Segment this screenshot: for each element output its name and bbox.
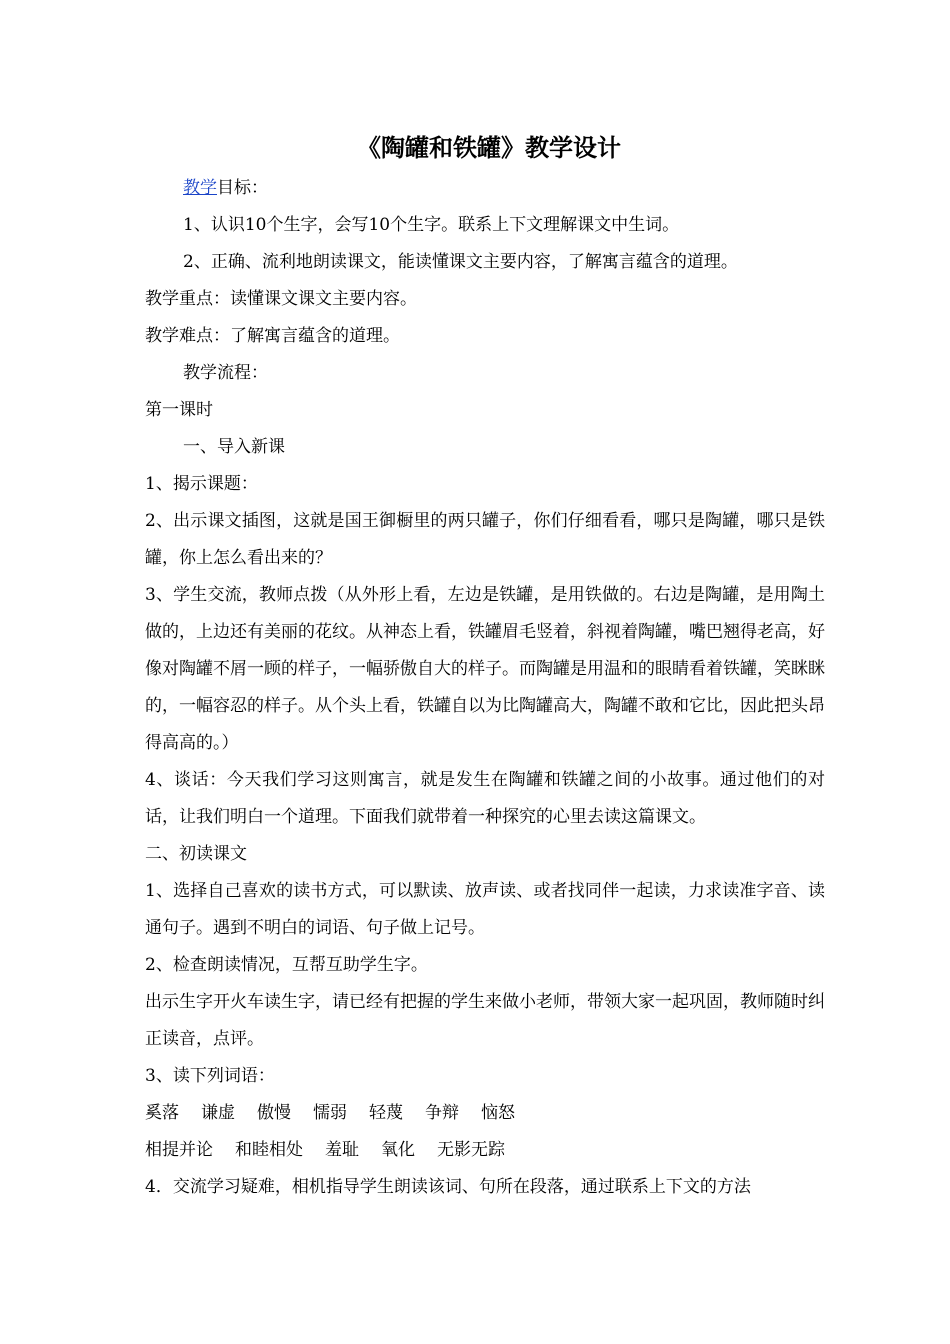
objective-2: 2、正确、流利地朗读课文，能读懂课文主要内容，了解寓言蕴含的道理。 [183, 252, 738, 272]
list-item: 3、学生交流，教师点拨（从外形上看，左边是铁罐，是用铁做的。右边是陶罐，是用陶土做的，上边还有美丽的花纹。从神态上看，铁罐眉毛竖着，斜视着陶罐，嘴巴翘得老高，好像对陶罐不屑一顾的样子，一幅骄傲自大的样子。而陶罐是用温和的眼睛看着铁罐，笑眯眯的，一幅容忍的样子。从个头上看，铁罐自以为比陶罐高大，陶罐不敢和它比，因此把头昂得高高的。） [145, 585, 825, 753]
difficulty: 教学难点：了解寓言蕴含的道理。 [145, 326, 400, 346]
vocab-word: 奚落 [145, 1103, 179, 1123]
list-item: 2、检查朗读情况，互帮互助学生字。 [145, 955, 428, 975]
vocab-word: 轻蔑 [369, 1103, 403, 1123]
vocab-word: 无影无踪 [437, 1140, 505, 1160]
list-item: 1、揭示课题： [145, 474, 258, 494]
process-heading: 教学流程： [183, 363, 268, 383]
vocab-word: 谦虚 [201, 1103, 235, 1123]
word-list-row-2 [145, 1132, 825, 1169]
objectives-heading-rest: 目标： [217, 178, 268, 198]
vocab-word: 恼怒 [481, 1103, 515, 1123]
list-item-detail: 出示生字开火车读生字，请已经有把握的学生来做小老师，带领大家一起巩固，教师随时纠正读音，点评。 [145, 992, 825, 1049]
document-title: 《陶罐和铁罐》教学设计 [357, 134, 621, 162]
key-point: 教学重点：读懂课文课文主要内容。 [145, 289, 417, 309]
objective-1: 1、认识10个生字，会写10个生字。联系上下文理解课文中生词。 [183, 215, 680, 235]
objectives-heading [145, 170, 825, 207]
list-item: 1、选择自己喜欢的读书方式，可以默读、放声读、或者找同伴一起读，力求读准字音、读通句子。遇到不明白的词语、句子做上记号。 [145, 881, 825, 938]
vocab-word: 羞耻 [325, 1140, 359, 1160]
list-item: 4、谈话：今天我们学习这则寓言，就是发生在陶罐和铁罐之间的小故事。通过他们的对话，让我们明白一个道理。下面我们就带着一种探究的心里去读这篇课文。 [145, 770, 825, 827]
vocab-word: 争辩 [425, 1103, 459, 1123]
vocab-word: 和睦相处 [235, 1140, 303, 1160]
vocab-word: 懦弱 [313, 1103, 347, 1123]
document-page [145, 128, 825, 1206]
list-item: 2、出示课文插图，这就是国王御橱里的两只罐子，你们仔细看看，哪只是陶罐，哪只是铁罐，你上怎么看出来的？ [145, 511, 825, 568]
vocab-word: 傲慢 [257, 1103, 291, 1123]
lesson-heading: 第一课时 [145, 400, 213, 420]
section-heading-reading: 二、初读课文 [145, 844, 247, 864]
word-list-row-1 [145, 1095, 825, 1132]
section-heading-intro: 一、导入新课 [183, 437, 285, 457]
list-item: 4．交流学习疑难，相机指导学生朗读该词、句所在段落，通过联系上下文的方法 [145, 1177, 751, 1197]
vocab-word: 氧化 [381, 1140, 415, 1160]
objectives-link[interactable]: 教学 [183, 178, 217, 198]
vocab-word: 相提并论 [145, 1140, 213, 1160]
list-item: 3、读下列词语： [145, 1066, 275, 1086]
